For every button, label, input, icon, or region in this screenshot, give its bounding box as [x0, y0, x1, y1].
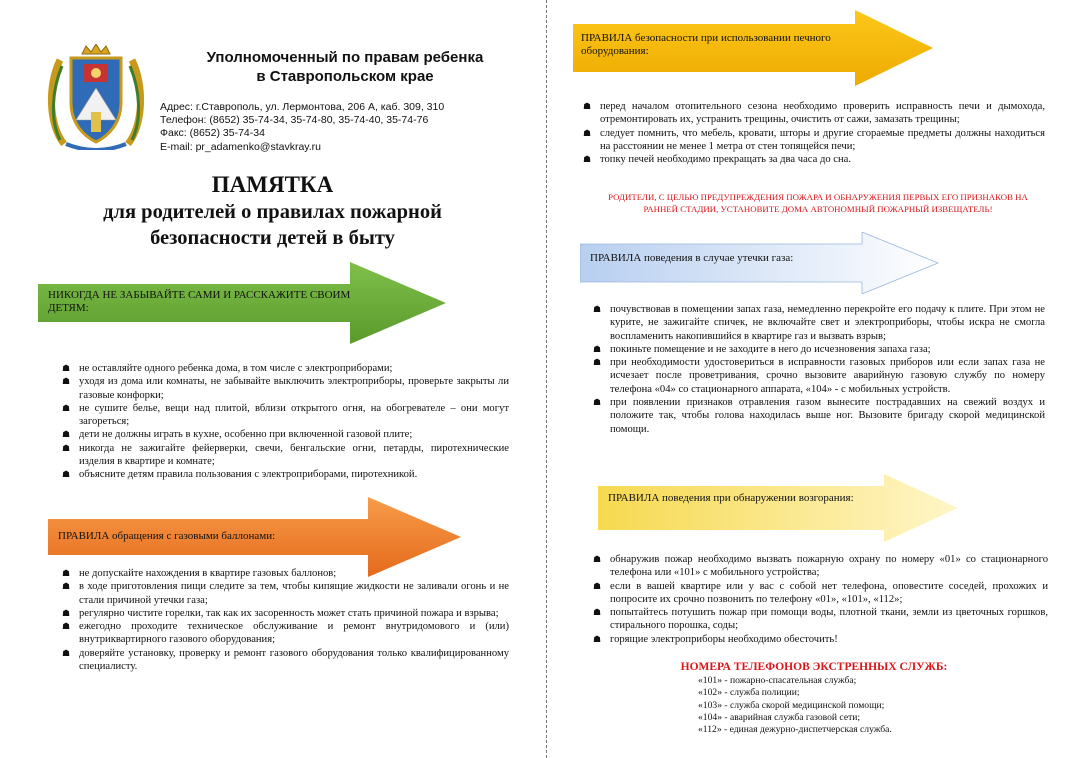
list-item: ☗ при появлении признаков отравления газом вынесите пострадавших на свежий воздух и положите так, чтобы голова находилась выше ног. Вызовите бригаду скорой медицинской помощи. [593, 397, 1045, 435]
fire-heading: ПРАВИЛА поведения при обнаружении возгорания: [608, 492, 854, 504]
contact-email: E-mail: pr_adamenko@stavkray.ru [160, 140, 322, 153]
fire-bullet-icon: ☗ [593, 554, 602, 564]
fire-bullet-icon: ☗ [593, 607, 602, 618]
organization-line-1: Уполномоченный по правам ребенка [206, 49, 484, 66]
list-item: ☗ никогда не зажигайте фейерверки, свечи, бенгальские огни, петарды, пиротехнические изделия в квартире и комнате; [62, 442, 509, 468]
organization-name [160, 48, 530, 86]
fire-bullet-icon: ☗ [62, 376, 71, 387]
fire-bullet-icon: ☗ [583, 154, 592, 165]
list-item: ☗ следует помнить, что мебель, кровати, шторы и другие сгораемые предметы должны находиться на расстоянии не менее 1 метра от стен топящейся печи; [583, 127, 1045, 152]
fire-bullet-icon: ☗ [593, 343, 602, 354]
contact-address: Адрес: г.Ставрополь, ул. Лермонтова, 206 А, каб. 309, 310 [160, 101, 445, 113]
fire-bullet-icon: ☗ [62, 621, 71, 632]
stavropol-coat-of-arms-icon [46, 44, 146, 150]
fire-bullet-icon: ☗ [62, 647, 71, 658]
contacts-block [160, 101, 530, 154]
list-item: «102» - служба полиции; [698, 687, 800, 699]
organization-line-2: в Ставропольском крае [256, 68, 434, 85]
list-item: «104» - аварийная служба газовой сети; [698, 711, 861, 723]
list-item: «101» - пожарно-спасательная служба; [698, 675, 857, 686]
cylinders-list [62, 567, 509, 673]
gas-leak-arrow [580, 232, 940, 294]
list-item: ☗ уходя из дома или комнаты, не забывайте выключить электроприборы, проверьте закрыты ли газовые конфорки; [62, 376, 509, 401]
fire-bullet-icon: ☗ [593, 304, 602, 314]
list-item: ☗ горящие электроприборы необходимо обесточить! [593, 633, 838, 645]
cylinders-arrow [48, 497, 463, 577]
list-item: ☗ обнаружив пожар необходимо вызвать пожарную охрану по номеру «01» со стационарного телефона или «101» с мобильного устройства; [593, 554, 1048, 579]
memo-subtitle-line-2: безопасности детей в быту [150, 227, 395, 249]
stove-arrow [573, 10, 935, 86]
fire-bullet-icon: ☗ [62, 607, 71, 618]
memo-subtitle [30, 199, 515, 251]
list-item: ☗ топку печей необходимо прекращать за два часа до сна. [583, 154, 852, 166]
list-item: ☗ объясните детям правила пользования с электроприборами, пиротехникой. [62, 469, 418, 481]
list-item: ☗ если в вашей квартире или у вас с собой нет телефона, оповестите соседей, прохожих и попросите их срочно позвонить по телефону «01», «101», «112»; [593, 580, 1048, 605]
list-item: ☗ доверяйте установку, проверку и ремонт газового оборудования только квалифицированному специалисту. [62, 647, 509, 673]
stove-heading: ПРАВИЛА безопасности при использовании печного оборудования: [581, 32, 831, 57]
fire-bullet-icon: ☗ [62, 568, 71, 578]
list-item: ☗ попытайтесь потушить пожар при помощи воды, плотной ткани, земли из цветочных горшков, стирального порошка, соды; [593, 607, 1048, 632]
fire-bullet-icon: ☗ [583, 101, 592, 111]
right-page [548, 0, 1080, 758]
fire-bullet-icon: ☗ [593, 397, 602, 408]
list-item: ☗ не допускайте нахождения в квартире газовых баллонов; [62, 568, 337, 579]
detector-alert: РОДИТЕЛИ, С ЦЕЛЬЮ ПРЕДУПРЕЖДЕНИЯ ПОЖАРА И ОБНАРУЖЕНИЯ ПЕРВЫХ ЕГО ПРИЗНАКОВ НА РАННЕЙ СТАДИИ, УСТАНОВИТЕ ДОМА АВТОНОМНЫЙ ПОЖАРНЫЙ ИЗВЕЩАТЕЛЬ! [608, 192, 1028, 214]
fold-divider [546, 0, 547, 758]
fire-bullet-icon: ☗ [62, 402, 71, 413]
emergency-title: НОМЕРА ТЕЛЕФОНОВ ЭКСТРЕННЫХ СЛУЖБ: [680, 661, 948, 673]
never-arrow [38, 262, 448, 344]
emergency-list [698, 675, 892, 736]
list-item: ☗ не оставляйте одного ребенка дома, в том числе с электроприборами; [62, 363, 393, 374]
never-list [62, 362, 509, 482]
list-item: ☗ дети не должны играть в кухне, особенно при включенной газовой плите; [62, 429, 413, 441]
fire-bullet-icon: ☗ [593, 357, 602, 368]
list-item: ☗ при необходимости удостовериться в исправности газовых приборов или если запах газа не исчезает после проветривания, срочно вызовите аварийную газовую службу по номеру телефона «04» со стационарного аппарата, «104» - с мобильных устройств. [593, 357, 1045, 395]
contact-phone: Телефон: (8652) 35-74-34, 35-74-80, 35-74-40, 35-74-76 [160, 114, 429, 127]
list-item: «112» - единая дежурно-диспетчерская служба. [698, 724, 892, 736]
fire-bullet-icon: ☗ [583, 127, 592, 138]
list-item: ☗ почувствовав в помещении запах газа, немедленно перекройте его подачу к плите. При этом не курите, не зажигайте спичек, не включайте свет и электроприборы, чтобы искра не смогла воспламенить накопившийся в квартире газ и вызвать взрыв; [593, 304, 1045, 342]
never-heading: НИКОГДА НЕ ЗАБЫВАЙТЕ САМИ И РАССКАЖИТЕ СВОИМ ДЕТЯМ: [48, 289, 351, 314]
gas-leak-heading: ПРАВИЛА поведения в случае утечки газа: [590, 252, 794, 264]
list-item: «103» - служба скорой медицинской помощи; [698, 699, 885, 711]
list-item: ☗ ежегодно проходите техническое обслуживание и ремонт внутридомового и (или) внутриквартирного газового оборудования; [62, 621, 509, 646]
fire-bullet-icon: ☗ [62, 442, 71, 453]
memo-title: ПАМЯТКА [211, 172, 334, 197]
fire-list [593, 553, 1048, 646]
fire-bullet-icon: ☗ [62, 363, 71, 373]
list-item: ☗ в ходе приготовления пищи следите за тем, чтобы кипящие жидкости не заливали огонь и не стали причиной утечки газа; [62, 581, 509, 606]
stove-list [583, 100, 1045, 166]
fire-bullet-icon: ☗ [593, 580, 602, 591]
list-item: ☗ перед началом отопительного сезона необходимо проверить исправность печи и дымохода, отремонтировать их, устранить трещины, очистить от сажи, замазать трещины; [583, 101, 1045, 126]
fire-bullet-icon: ☗ [62, 469, 71, 480]
contact-fax: Факс: (8652) 35-74-34 [160, 127, 265, 140]
list-item: ☗ покиньте помещение и не заходите в него до исчезновения запаха газа; [593, 343, 931, 355]
cylinders-heading: ПРАВИЛА обращения с газовыми баллонами: [58, 530, 276, 542]
memo-subtitle-line-1: для родителей о правилах пожарной [103, 201, 442, 223]
fire-bullet-icon: ☗ [62, 429, 71, 440]
fire-arrow [598, 474, 960, 542]
gas-leak-list [593, 303, 1045, 436]
fire-bullet-icon: ☗ [62, 581, 71, 592]
list-item: ☗ регулярно чистите горелки, так как их засоренность может стать причиной пожара и взрыва; [62, 607, 499, 619]
list-item: ☗ не сушите белье, вещи над плитой, вблизи открытого огня, на обогревателе – они могут загореться; [62, 402, 509, 428]
fire-bullet-icon: ☗ [593, 633, 602, 644]
